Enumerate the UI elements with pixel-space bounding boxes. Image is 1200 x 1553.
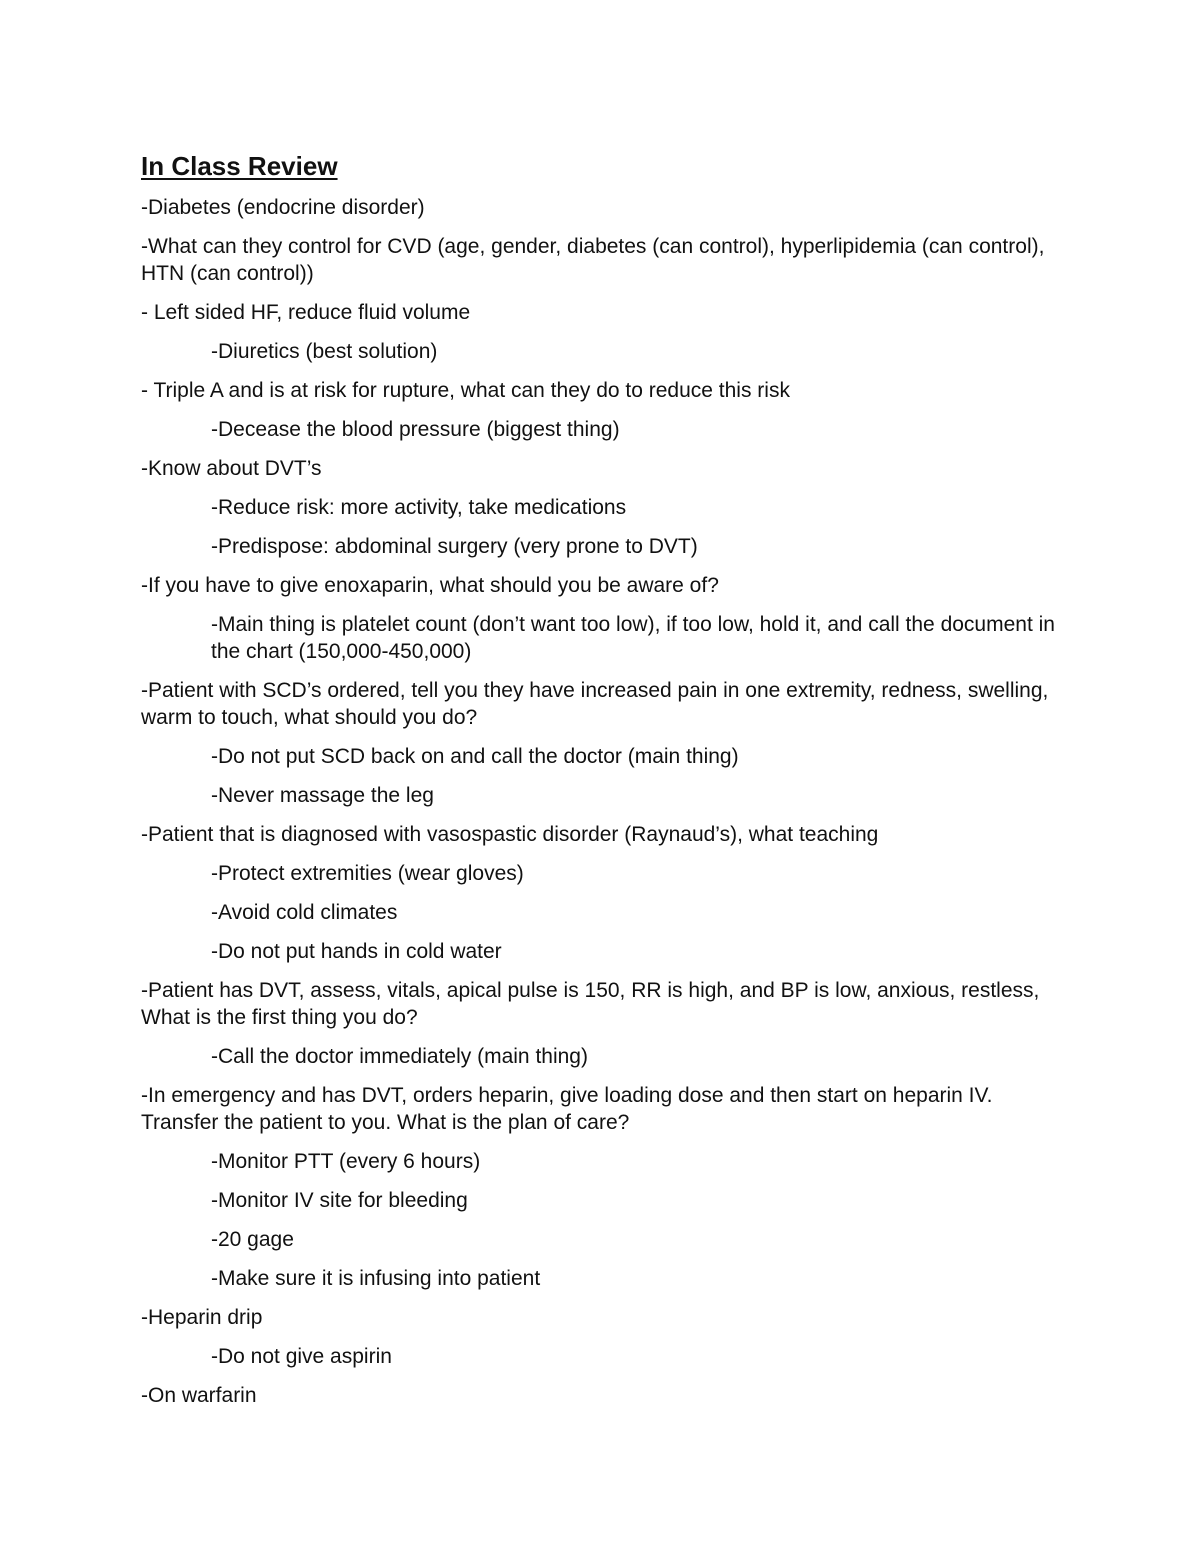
note-point: -On warfarin (141, 1384, 257, 1407)
note-point: -If you have to give enoxaparin, what should you be aware of? (141, 574, 719, 597)
note-point: - Left sided HF, reduce fluid volume (141, 301, 471, 324)
document-title: In Class Review (141, 151, 338, 181)
note-subpoint: -Diuretics (best solution) (211, 340, 438, 363)
note-point: -Diabetes (endocrine disorder) (141, 196, 425, 219)
note-subpoint: -Do not put SCD back on and call the doctor (main thing) (211, 745, 739, 768)
note-subpoint: -Reduce risk: more activity, take medications (211, 496, 627, 519)
note-subpoint: -Monitor PTT (every 6 hours) (211, 1150, 481, 1173)
note-subpoint: -Main thing is platelet count (don’t want too low), if too low, hold it, and call the document in the chart (150,000-450,000) (211, 613, 1055, 663)
note-point: - Triple A and is at risk for rupture, what can they do to reduce this risk (141, 379, 790, 402)
note-subpoint: -Predispose: abdominal surgery (very prone to DVT) (211, 535, 698, 558)
note-subpoint: -Decease the blood pressure (biggest thing) (211, 418, 620, 441)
note-subpoint: -Do not give aspirin (211, 1345, 392, 1368)
note-lines (141, 194, 1071, 1409)
note-point: -Heparin drip (141, 1306, 263, 1329)
note-subpoint: -Protect extremities (wear gloves) (211, 862, 524, 885)
note-point: -Patient has DVT, assess, vitals, apical pulse is 150, RR is high, and BP is low, anxious, restless, What is the first thing you do? (141, 979, 1040, 1029)
note-point: -Know about DVT’s (141, 457, 322, 480)
note-subpoint: -Monitor IV site for bleeding (211, 1189, 468, 1212)
note-point: -In emergency and has DVT, orders heparin, give loading dose and then start on heparin IV. Transfer the patient to you. What is the plan of care? (141, 1084, 993, 1134)
note-point: -What can they control for CVD (age, gender, diabetes (can control), hyperlipidemia (can control), HTN (can control)) (141, 235, 1045, 285)
note-subpoint: -20 gage (211, 1228, 294, 1251)
note-subpoint: -Never massage the leg (211, 784, 434, 807)
note-point: -Patient that is diagnosed with vasospastic disorder (Raynaud’s), what teaching (141, 823, 879, 846)
note-subpoint: -Make sure it is infusing into patient (211, 1267, 541, 1290)
document-body (141, 148, 1071, 1421)
note-subpoint: -Do not put hands in cold water (211, 940, 502, 963)
note-subpoint: -Avoid cold climates (211, 901, 398, 924)
note-point: -Patient with SCD’s ordered, tell you they have increased pain in one extremity, redness, swelling, warm to touch, what should you do? (141, 679, 1049, 729)
note-subpoint: -Call the doctor immediately (main thing) (211, 1045, 588, 1068)
